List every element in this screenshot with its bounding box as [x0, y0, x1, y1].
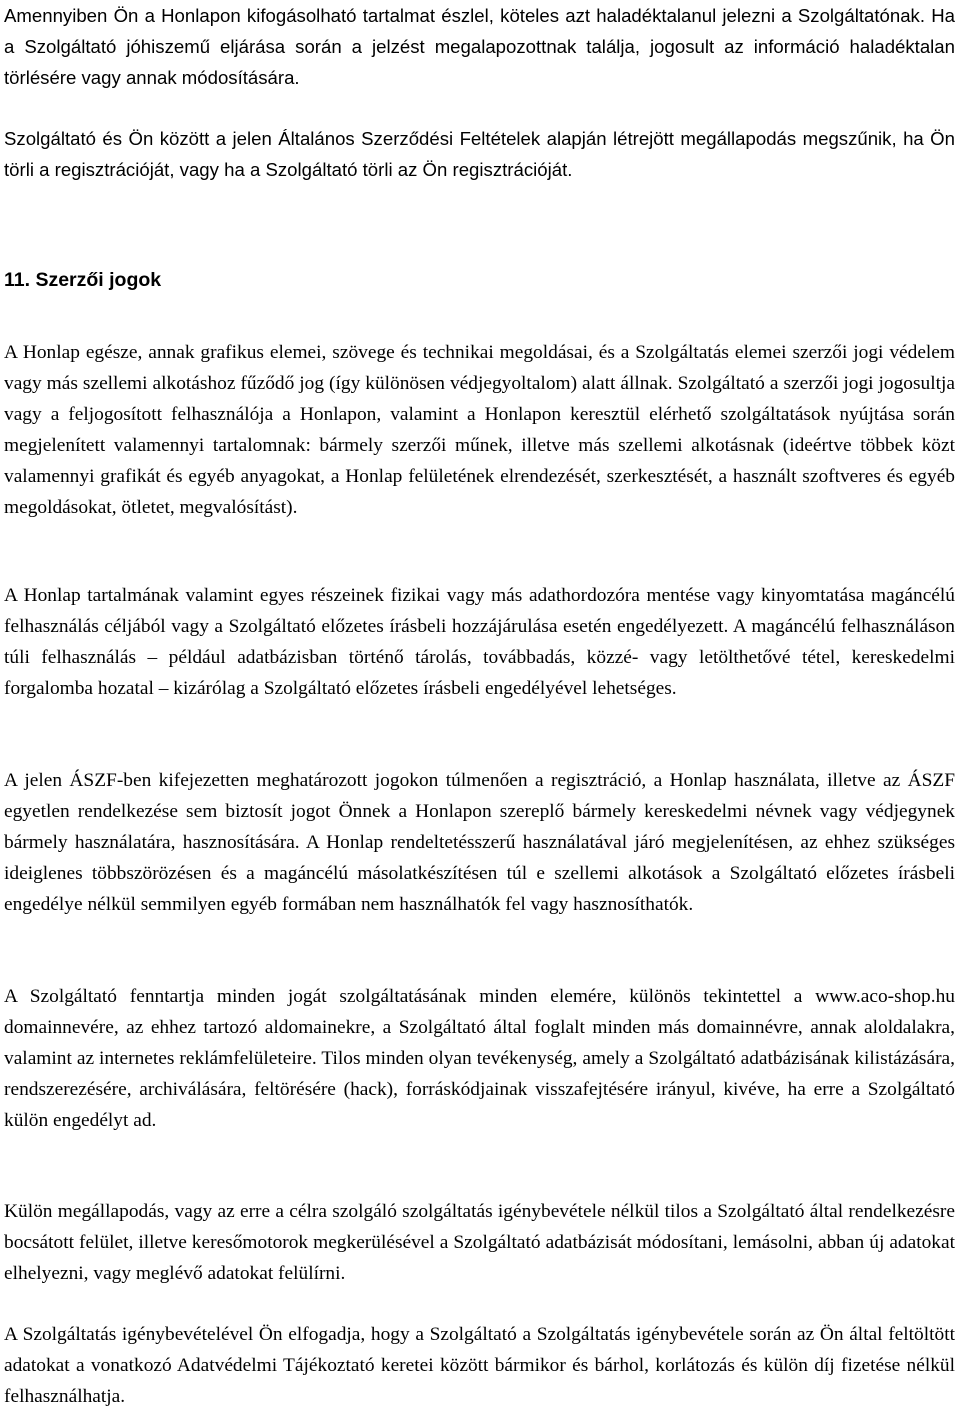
section-heading-copyright: 11. Szerzői jogok [4, 269, 162, 291]
paragraph-trademark-rights: A jelen ÁSZF-ben kifejezetten meghatározott jogokon túlmenően a regisztráció, a Honlap használata, illetve az ÁSZF egyetlen rendelkezése sem biztosít jogot Önnek a Honlapon szereplő bármely kereskedelmi névnek vagy védjegynek bármely használatára, hasznosítására. A Honlap rendeltetésszerű használatával járó megjelenítésen, az ehhez szükséges ideiglenes többszörözésen és a magáncélú másolatkészítésen túl e szellemi alkotások a Szolgáltató előzetes írásbeli engedélye nélkül semmilyen egyéb formában nem használhatók fel vagy hasznosíthatók. [4, 770, 955, 915]
paragraph-agreement-termination: Szolgáltató és Ön között a jelen Általános Szerződési Feltételek alapján létrejött megállapodás megszűnik, ha Ön törli a regisztrációját, vagy ha a Szolgáltató törli az Ön regisztrációját. [4, 128, 955, 180]
paragraph-database-modification: Külön megállapodás, vagy az erre a célra szolgáló szolgáltatás igénybevétele nélkül tilos a Szolgáltató által rendelkezésre bocsátott felület, illetve keresőmotorok megkerülésével a Szolgáltató adatbázisát módosítani, lemásolni, abban új adatokat elhelyezni, vagy meglévő adatokat felülírni. [4, 1201, 955, 1284]
paragraph-private-use: A Honlap tartalmának valamint egyes részeinek fizikai vagy más adathordozóra mentése vagy kinyomtatása magáncélú felhasználás céljából vagy a Szolgáltató előzetes írásbeli hozzájárulása esetén engedélyezett. A magáncélú felhasználáson túli felhasználás – például adatbázisban történő tárolás, továbbadás, közzé- vagy letölthetővé tétel, kereskedelmi forgalomba hozatal – kizárólag a Szolgáltató előzetes írásbeli engedélyével lehetséges. [4, 585, 955, 699]
paragraph-domain-rights: A Szolgáltató fenntartja minden jogát szolgáltatásának minden elemére, különös tekintettel a www.aco-shop.hu domainnevére, az ehhez tartozó aldomainekre, a Szolgáltató által foglalt minden más domainnévre, annak aloldalakra, valamint az internetes reklámfelületeire. Tilos minden olyan tevékenység, amely a Szolgáltató adatbázisának kilistázására, rendszerezésére, archiválására, feltörésére (hack), forráskódjainak visszafejtésére irányul, kivéve, ha erre a Szolgáltató külön engedélyt ad. [4, 986, 955, 1131]
paragraph-report-content: Amennyiben Ön a Honlapon kifogásolható tartalmat észlel, köteles azt haladéktalanul jelezni a Szolgáltatónak. Ha a Szolgáltató jóhiszemű eljárása során a jelzést megalapozottnak találja, jogosult az információ haladéktalan törlésére vagy annak módosítására. [4, 5, 955, 88]
paragraph-data-usage-consent: A Szolgáltatás igénybevételével Ön elfogadja, hogy a Szolgáltató a Szolgáltatás igénybevétele során az Ön által feltöltött adatokat a vonatkozó Adatvédelmi Tájékoztató keretei között bármikor és bárhol, korlátozás és külön díj fizetése nélkül felhasználhatja. [4, 1324, 955, 1407]
paragraph-copyright-protection: A Honlap egésze, annak grafikus elemei, szövege és technikai megoldásai, és a Szolgáltatás elemei szerzői jogi védelem vagy más szellemi alkotáshoz fűződő jog (így különösen védjegyoltalom) alatt állnak. Szolgáltató a szerzői jogi jogosultja vagy a feljogosított felhasználója a Honlapon, valamint a Honlapon keresztül elérhető szolgáltatások nyújtása során megjelenített valamennyi tartalomnak: bármely szerzői műnek, illetve más szellemi alkotásnak (ideértve többek közt valamennyi grafikát és egyéb anyagokat, a Honlap felületének elrendezését, szerkesztését, a használt szoftveres és egyéb megoldásokat, ötletet, megvalósítást). [4, 342, 955, 518]
